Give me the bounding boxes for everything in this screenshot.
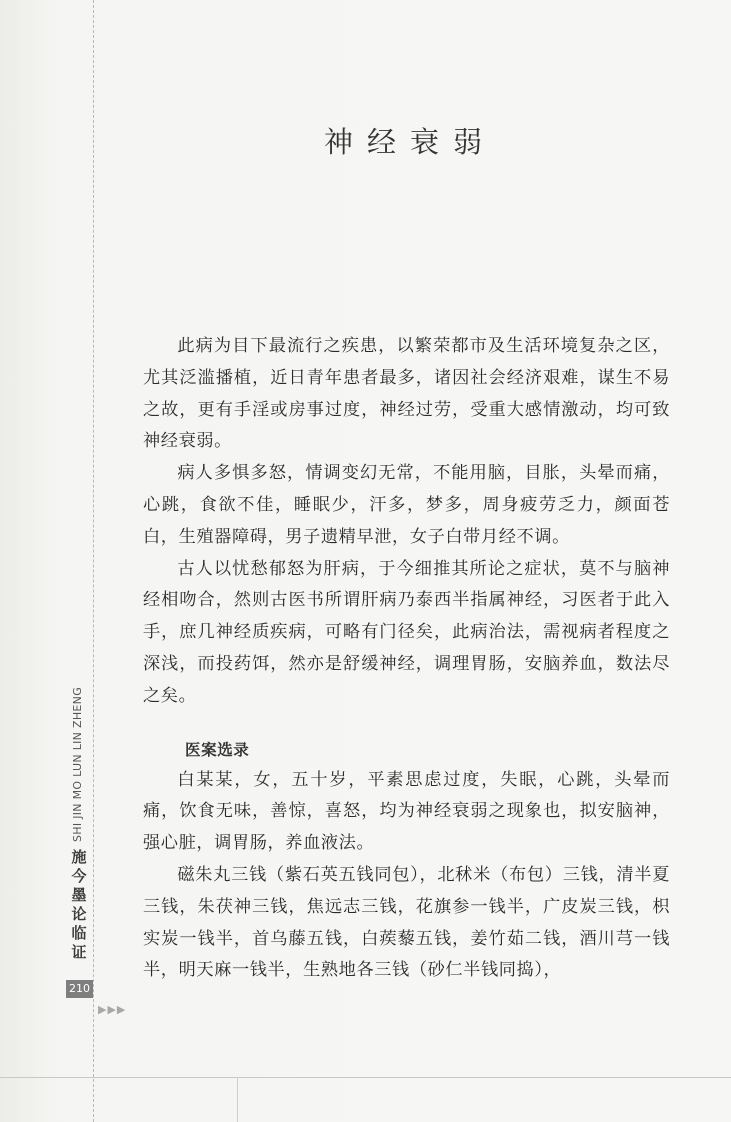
running-title-pinyin: SHI JIN MO LUN LIN ZHENG: [71, 686, 84, 842]
paragraph: 此病为目下最流行之疾患，以繁荣都市及生活环境复杂之区，尤其泛滥播植，近日青年患者最多，诸因社会经济艰难，谋生不易之故，更有手淫或房事过度，神经过劳，受重大感情激动，均可致神经衰弱。: [143, 336, 670, 452]
case-paragraph: 白某某，女，五十岁，平素思虑过度，失眠，心跳，头晕而痛，饮食无味，善惊，喜怒，均为神经衰弱之现象也，拟安脑神，强心脏，调胃肠，养血液法。: [143, 769, 670, 854]
running-title-chinese: [70, 848, 88, 962]
section-heading: 医案选录: [185, 740, 250, 759]
paragraph: 古人以忧愁郁怒为肝病，于今细推其所论之症状，莫不与脑神经相吻合，然则古医书所谓肝病乃泰西半指属神经，习医者于此入手，庶几神经质疾病，可略有门径矣，此病治法，需视病者程度之深浅，而投药饵，然亦是舒缓神经，调理胃肠，安脑养血，数法尽之矣。: [143, 558, 670, 706]
case-paragraph: 磁朱丸三钱（紫石英五钱同包），北秫米（布包）三钱，清半夏三钱，朱茯神三钱，焦远志三钱，花旗参一钱半，广皮炭三钱，枳实炭一钱半，首乌藤五钱，白蒺藜五钱，姜竹茹二钱，酒川芎一钱半，明天麻一钱半，生熟地各三钱（砂仁半钱同捣），: [143, 864, 670, 981]
bottom-tick: [237, 1077, 238, 1122]
page-number: 210: [66, 980, 93, 998]
bottom-rule: [0, 1077, 731, 1078]
arrow-ornament-icon: ▶▶▶: [98, 1003, 127, 1016]
running-title-chinese-text: 施 今 墨 论 临 证: [71, 848, 87, 961]
fold-line: [93, 0, 94, 1122]
page-title: 神经衰弱: [323, 125, 496, 159]
paragraph: 病人多惧多怒，情调变幻无常，不能用脑，目胀，头晕而痛，心跳，食欲不佳，睡眠少，汗多，梦多，周身疲劳乏力，颜面苍白，生殖器障碍，男子遗精早泄，女子白带月经不调。: [143, 463, 670, 547]
body-text: [143, 331, 670, 987]
